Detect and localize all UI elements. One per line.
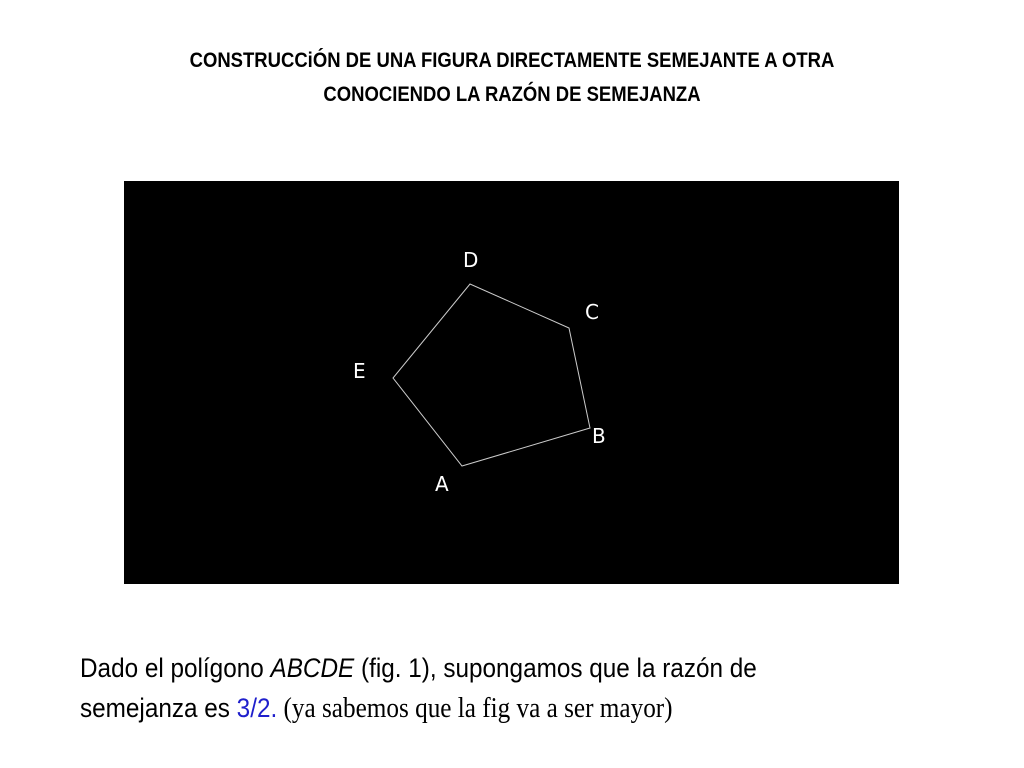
description-part-3: semejanza es: [80, 693, 237, 723]
description-part-2: (fig. 1), supongamos que la razón de: [354, 653, 757, 683]
polygon-figure: [124, 181, 899, 584]
page-title: [61, 44, 962, 112]
vertex-label-e: E: [353, 359, 366, 383]
polygon-abcde: [393, 284, 590, 466]
description-line-2: [80, 688, 872, 729]
description-part-1: Dado el polígono: [80, 653, 271, 683]
similarity-ratio: 3/2.: [236, 693, 278, 723]
description-part-4: (ya sabemos que la fig va a ser mayor): [277, 693, 673, 724]
vertex-label-c: C: [585, 300, 599, 324]
vertex-label-d: D: [463, 248, 479, 272]
polygon-name: ABCDE: [270, 653, 355, 683]
description-text: [80, 648, 872, 729]
title-line-1: CONSTRUCCiÓN DE UNA FIGURA DIRECTAMENTE SEMEJANTE A OTRA: [189, 49, 835, 72]
vertex-label-a: A: [435, 472, 449, 496]
vertex-label-b: B: [592, 424, 606, 448]
polygon-diagram: [124, 181, 899, 584]
title-line-2: CONOCIENDO LA RAZÓN DE SEMEJANZA: [323, 83, 701, 106]
description-line-1: [80, 648, 872, 688]
